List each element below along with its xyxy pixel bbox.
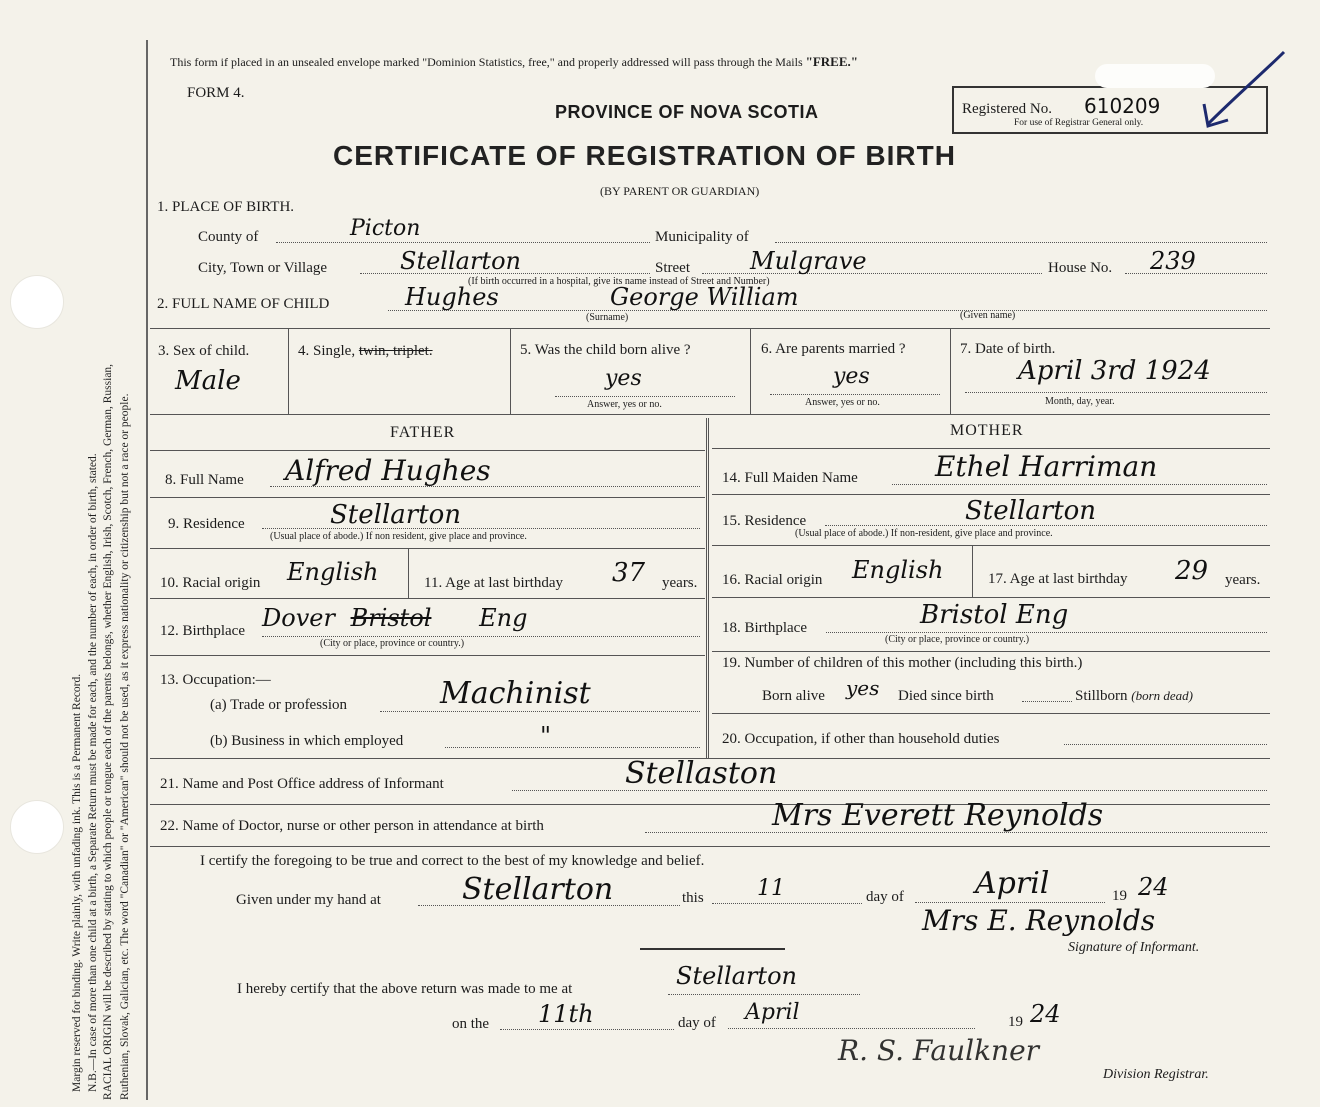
province-heading: PROVINCE OF NOVA SCOTIA [555,102,819,122]
born-alive-label: 5. Was the child born alive ? [520,342,691,358]
informant-value: Stellaston [625,756,778,791]
check-arrow-icon [1196,48,1296,138]
doctor-value: Mrs Everett Reynolds [772,798,1104,833]
mother-rule-2 [712,494,1270,495]
father-heading: FATHER [390,424,456,441]
binding-hole-bottom [10,800,64,854]
parents-divider [706,418,709,758]
mother-racial-divider [972,545,973,597]
father-name-label: 8. Full Name [165,472,244,488]
sex-label: 3. Sex of child. [158,343,250,359]
mother-years-label: years. [1225,572,1261,588]
registrar-day-of-label: day of [678,1015,716,1031]
single-label: 4. Single, [298,343,356,359]
date-of-birth-line [965,392,1267,393]
city-value: Stellarton [400,247,521,275]
mother-name-value: Ethel Harriman [935,450,1158,483]
informant-label: 21. Name and Post Office address of Informant [160,776,444,792]
father-birthplace-struck: Bristol [350,604,432,632]
father-birthplace-line [262,636,700,637]
child-name-label: 2. FULL NAME OF CHILD [157,296,330,312]
child-surname-value: Hughes [405,283,499,311]
business-value: " [540,722,552,750]
parents-row-rule-1 [150,450,705,451]
mother-name-label: 14. Full Maiden Name [722,470,858,486]
hospital-note: (If birth occurred in a hospital, give its name instead of Street and Number) [468,276,770,287]
father-age-label: 11. Age at last birthday [424,575,563,591]
margin-note-binding: Margin reserved for binding. Write plainly, with unfading ink. This is a Permanent Record. [71,673,83,1092]
mother-rule-5 [712,651,1270,652]
father-birthplace-city: Dover [262,604,335,632]
registrar-day-value: 11th [538,1000,594,1028]
father-racial-label: 10. Racial origin [160,575,261,591]
father-rule-2 [150,497,705,498]
children-count-label: 19. Number of children of this mother (including this birth.) [722,655,1083,671]
mother-age-label: 17. Age at last birthday [988,571,1128,587]
mother-occupation-line [1064,744,1267,745]
house-value: 239 [1150,247,1196,275]
father-birthplace-label: 12. Birthplace [160,623,245,639]
mother-residence-label: 15. Residence [722,513,807,529]
born-alive-value: yes [605,366,642,391]
grid-divider-4 [950,328,951,414]
given-year-value: 24 [1138,873,1169,901]
mother-rule-3 [712,545,1270,546]
mother-rule-4 [712,597,1270,598]
child-given-value: George William [610,283,799,311]
father-residence-caption: (Usual place of abode.) If non resident, give place and province. [270,531,527,542]
date-of-birth-caption: Month, day, year. [1045,396,1115,407]
father-rule-4 [150,598,705,599]
mother-name-line [892,484,1267,485]
trade-value: Machinist [440,676,591,711]
certify-statement: I certify the foregoing to be true and correct to the best of my knowledge and belief. [200,853,705,869]
given-day-of-label: day of [866,889,904,905]
grid-top-rule [150,328,1270,329]
given-name-caption: (Given name) [960,310,1016,321]
twin-triplet-struck: twin, triplet. [358,343,433,359]
street-label: Street [655,260,690,276]
father-birthplace-value [262,604,527,632]
mother-racial-value: English [852,556,944,584]
grid-divider-2 [510,328,511,414]
parents-married-line [770,394,940,395]
occupation-label: 13. Occupation:— [160,672,271,688]
father-residence-label: 9. Residence [168,516,245,532]
registrar-month-value: April [745,1000,800,1025]
registrar-place-value: Stellarton [676,962,797,990]
municipality-line [775,242,1267,243]
grid-row-rule [150,414,1270,415]
parents-married-label: 6. Are parents married ? [761,341,906,357]
margin-note-multiple-births: N.B.—In case of more than one child at a birth, a Separate Return must be made for each, and the number of each, in order of birth, stated. [87,453,99,1092]
given-day-line [712,903,862,904]
house-line [1125,273,1267,274]
born-alive-count-label: Born alive [762,688,825,704]
parents-married-value: yes [833,364,870,389]
mother-racial-label: 16. Racial origin [722,572,823,588]
registrar-signature: R. S. Faulkner [838,1034,1040,1067]
mother-birthplace-line [826,632,1267,633]
father-rule-3 [150,548,705,549]
mother-occupation-label: 20. Occupation, if other than household duties [722,731,1000,747]
father-birthplace-country: Eng [479,604,528,632]
municipality-label: Municipality of [655,229,749,245]
registrar-statement: I hereby certify that the above return was made to me at [237,981,573,997]
mother-birthplace-value: Bristol Eng [920,600,1069,630]
mother-residence-value: Stellarton [965,496,1097,526]
registrar-year-prefix: 19 [1008,1014,1023,1030]
mail-notice: This form if placed in an unsealed envelope marked "Dominion Statistics, free," and properly addressed will pass through the Mails "FREE." [170,54,858,69]
trade-line [380,711,700,712]
mother-age-value: 29 [1175,556,1209,586]
father-racial-value: English [287,558,379,586]
grid-divider-1 [288,328,289,414]
registered-value: 610209 [1084,94,1161,118]
business-line [445,747,700,748]
date-of-birth-value: April 3rd 1924 [1018,356,1211,386]
mother-birthplace-label: 18. Birthplace [722,620,807,636]
county-line [276,242,650,243]
doctor-rule [150,846,1270,847]
house-label: House No. [1048,260,1113,276]
born-alive-count-value: yes [846,676,880,700]
registrar-place-line [668,994,860,995]
county-label: County of [198,229,259,245]
margin-note-racial-origin: RACIAL ORIGIN will be described by stating to which people or tongue each of the parents belongs, whether English, Irish, Scotch, French, German, Russian, [102,363,114,1100]
died-since-birth-label: Died since birth [898,688,994,704]
place-of-birth-heading: 1. PLACE OF BIRTH. [157,199,295,215]
died-since-birth-line [1022,701,1072,702]
stillborn-label: Stillborn (born dead) [1075,688,1194,704]
certification-separator [640,948,785,950]
date-of-birth-label: 7. Date of birth. [960,341,1056,357]
surname-caption: (Surname) [586,312,629,323]
county-value: Picton [350,216,421,241]
trade-label: (a) Trade or profession [210,697,348,713]
city-label: City, Town or Village [198,260,328,276]
registrar-caption: Division Registrar. [1103,1067,1209,1082]
this-label: this [682,890,704,906]
given-under-hand-label: Given under my hand at [236,892,381,908]
informant-signature: Mrs E. Reynolds [922,904,1156,937]
certificate-title: CERTIFICATE OF REGISTRATION OF BIRTH [333,140,956,171]
father-name-value: Alfred Hughes [285,454,491,487]
sex-value: Male [175,366,241,396]
registrar-note: For use of Registrar General only. [1014,118,1144,128]
grid-divider-3 [750,328,751,414]
born-alive-caption: Answer, yes or no. [587,399,662,410]
child-name-line [388,310,1267,311]
certificate-subtitle: (BY PARENT OR GUARDIAN) [600,184,760,198]
plurality-label [298,343,433,360]
given-month-value: April [975,866,1050,901]
mother-rule-6 [712,713,1270,714]
informant-signature-caption: Signature of Informant. [1068,940,1200,955]
registered-label: Registered No. [962,101,1052,117]
registrar-year-value: 24 [1030,1000,1061,1028]
street-value: Mulgrave [750,247,867,275]
given-month-line [915,902,1105,903]
father-residence-line [262,528,700,529]
margin-note-racial-origin-cont: Ruthenian, Slovak, Galician, etc. The word "Canadian" or "American" should not be used, as it express nationality or citizenship but not a race or people. [119,393,131,1100]
form-number: FORM 4. [187,85,245,101]
father-birthplace-caption: (City or place, province or country.) [320,638,465,649]
registrar-on-the-label: on the [452,1016,490,1032]
registrar-day-line [500,1029,674,1030]
doctor-label: 22. Name of Doctor, nurse or other person in attendance at birth [160,818,544,834]
father-age-value: 37 [612,558,646,588]
father-residence-value: Stellarton [330,500,462,530]
mother-heading: MOTHER [950,422,1024,439]
father-years-label: years. [662,575,698,591]
father-racial-divider [408,548,409,598]
father-rule-5 [150,655,705,656]
given-year-prefix: 19 [1112,888,1127,904]
given-day-value: 11 [757,876,785,901]
business-label: (b) Business in which employed [210,733,404,749]
born-alive-line [555,396,735,397]
mother-residence-caption: (Usual place of abode.) If non-resident, give place and province. [795,528,1053,539]
registrar-month-line [728,1028,975,1029]
binding-hole-top [10,275,64,329]
margin-rule [146,40,148,1100]
parents-married-caption: Answer, yes or no. [805,397,880,408]
given-place-value: Stellarton [462,872,614,907]
mother-birthplace-caption: (City or place, province or country.) [885,634,1030,645]
parents-row-rule-1b [712,448,1270,449]
